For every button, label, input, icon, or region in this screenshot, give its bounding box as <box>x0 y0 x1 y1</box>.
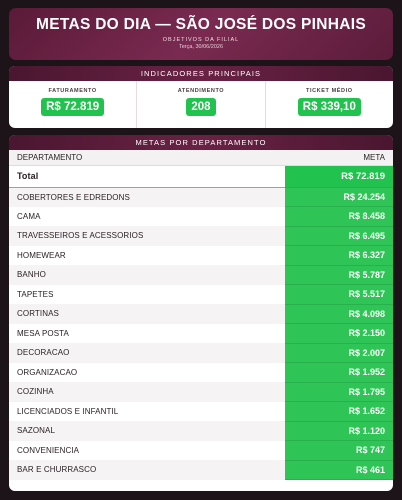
metas-table <box>9 150 393 480</box>
department-name: COBERTORES E EDREDONS <box>9 187 285 207</box>
kpi-ticket-medio <box>266 81 393 128</box>
table-row <box>9 285 393 305</box>
table-row <box>9 441 393 461</box>
department-name: CONVENIENCIA <box>9 441 285 461</box>
department-name: COZINHA <box>9 382 285 402</box>
table-row <box>9 187 393 207</box>
department-meta-value: R$ 6.495 <box>285 226 393 246</box>
department-meta-value: R$ 24.254 <box>285 187 393 207</box>
column-header-meta: META <box>285 150 393 165</box>
kpi-label: TICKET MÉDIO <box>306 88 353 94</box>
department-name: BANHO <box>9 265 285 285</box>
department-name: SAZONAL <box>9 421 285 441</box>
page-subtitle: OBJETIVOS DA FILIAL <box>162 37 240 43</box>
table-row <box>9 363 393 383</box>
department-meta-value: R$ 1.120 <box>285 421 393 441</box>
table-row <box>9 343 393 363</box>
table-row <box>9 382 393 402</box>
kpi-value: 208 <box>186 98 215 116</box>
table-row <box>9 207 393 227</box>
department-name: CORTINAS <box>9 304 285 324</box>
kpi-atendimento <box>137 81 265 128</box>
department-name: CAMA <box>9 207 285 227</box>
table-row <box>9 246 393 266</box>
department-meta-value: R$ 461 <box>285 460 393 480</box>
table-row-total <box>9 165 393 187</box>
table-header-row <box>9 150 393 165</box>
kpi-label: ATENDIMENTO <box>177 88 225 94</box>
table-row <box>9 421 393 441</box>
table-row <box>9 402 393 422</box>
department-meta-value: R$ 1.652 <box>285 402 393 422</box>
metas-panel <box>9 135 393 491</box>
department-meta-value: R$ 5.787 <box>285 265 393 285</box>
page-date: Terça, 30/06/2026 <box>178 44 224 50</box>
department-name: BAR E CHURRASCO <box>9 460 285 480</box>
department-meta-value: R$ 8.458 <box>285 207 393 227</box>
table-row <box>9 324 393 344</box>
kpi-faturamento <box>9 81 137 128</box>
column-header-department: DEPARTAMENTO <box>9 150 285 165</box>
department-name: LICENCIADOS E INFANTIL <box>9 402 285 422</box>
total-label: Total <box>9 165 285 187</box>
department-name: HOMEWEAR <box>9 246 285 266</box>
total-value: R$ 72.819 <box>285 165 393 187</box>
department-meta-value: R$ 1.795 <box>285 382 393 402</box>
table-row <box>9 304 393 324</box>
table-row <box>9 226 393 246</box>
department-name: TAPETES <box>9 285 285 305</box>
table-row <box>9 265 393 285</box>
department-name: ORGANIZACAO <box>9 363 285 383</box>
kpi-panel-heading: INDICADORES PRINCIPAIS <box>9 66 393 81</box>
department-meta-value: R$ 4.098 <box>285 304 393 324</box>
page-header <box>9 8 393 60</box>
page-title: METAS DO DIA — SÃO JOSÉ DOS PINHAIS <box>35 16 366 33</box>
department-meta-value: R$ 5.517 <box>285 285 393 305</box>
kpi-panel <box>9 66 393 128</box>
department-meta-value: R$ 1.952 <box>285 363 393 383</box>
metas-panel-heading: METAS POR DEPARTAMENTO <box>9 135 393 150</box>
kpi-label: FATURAMENTO <box>48 88 97 94</box>
department-name: MESA POSTA <box>9 324 285 344</box>
department-name: TRAVESSEIROS E ACESSORIOS <box>9 226 285 246</box>
kpi-row <box>9 81 393 128</box>
department-name: DECORACAO <box>9 343 285 363</box>
kpi-value: R$ 72.819 <box>41 98 104 116</box>
department-meta-value: R$ 2.150 <box>285 324 393 344</box>
department-meta-value: R$ 747 <box>285 441 393 461</box>
department-meta-value: R$ 6.327 <box>285 246 393 266</box>
department-meta-value: R$ 2.007 <box>285 343 393 363</box>
table-row <box>9 460 393 480</box>
kpi-value: R$ 339,10 <box>298 98 361 116</box>
